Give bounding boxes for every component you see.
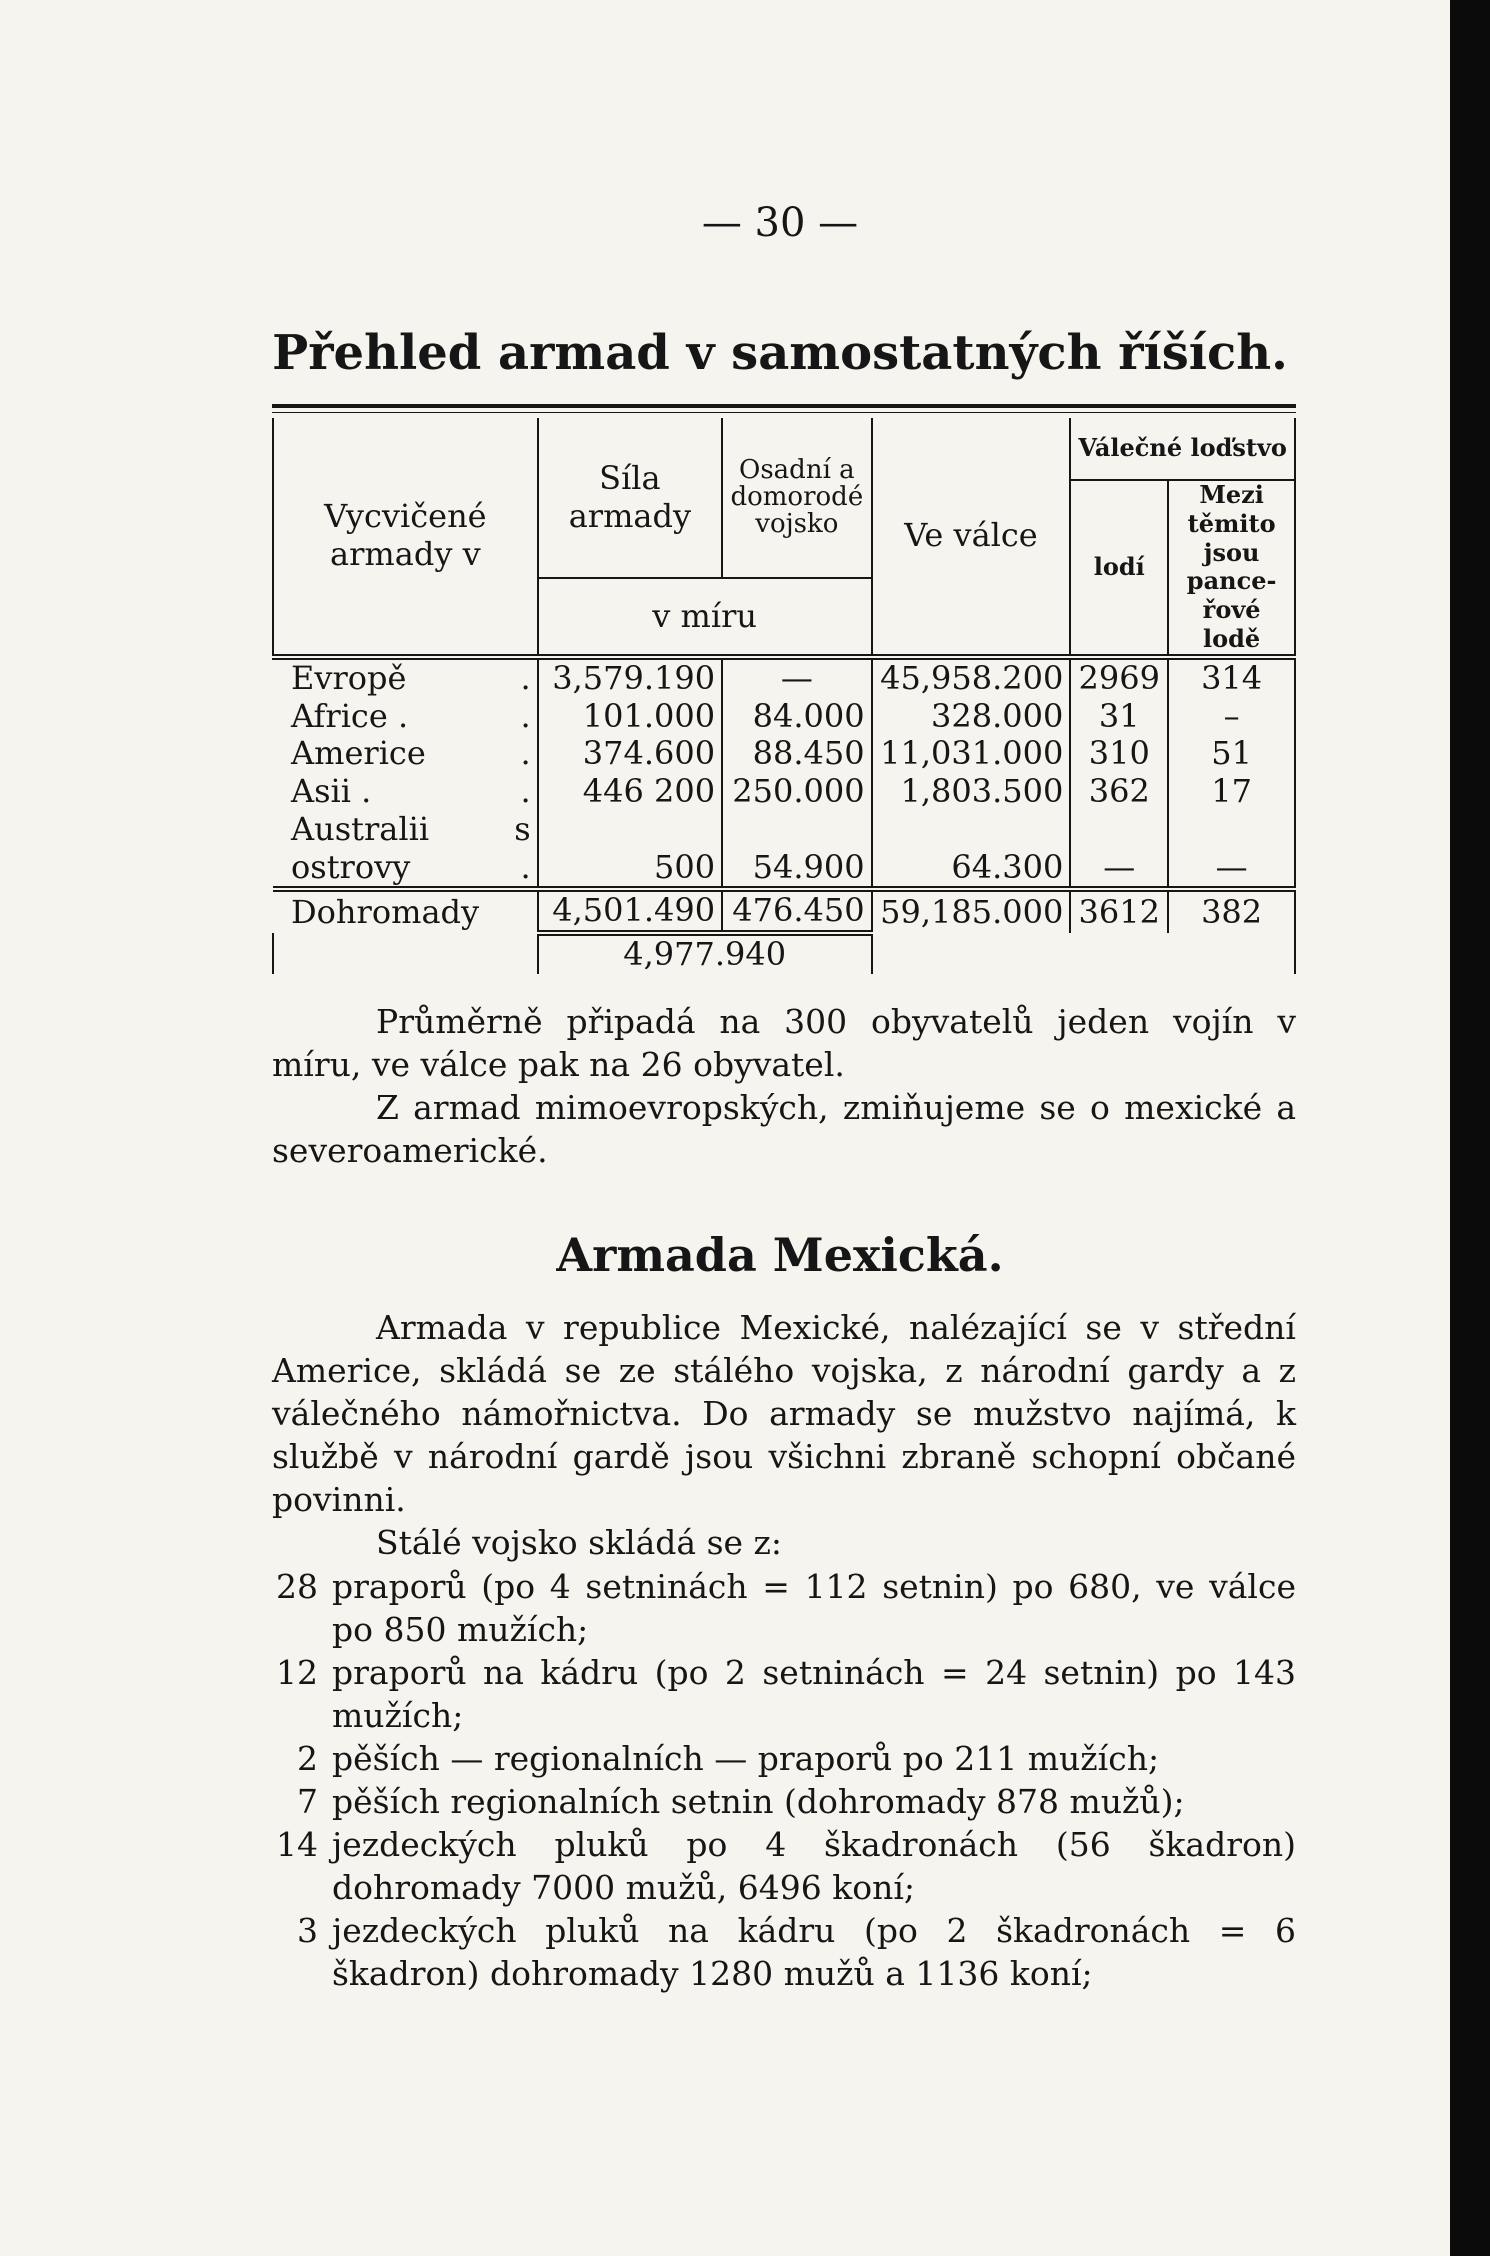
total-sila: 4,501.490	[538, 889, 722, 933]
cell-pancer: 51	[1168, 735, 1295, 773]
cell-osadni: 54.900	[722, 849, 872, 890]
cell-valce: 328.000	[872, 698, 1071, 736]
region-label: Evropě	[291, 658, 407, 697]
cell-sila: 101.000	[538, 698, 722, 736]
total-lodi: 3612	[1070, 889, 1168, 933]
title-rule-thin	[272, 412, 1296, 413]
total-row	[273, 889, 1295, 933]
table-row: Evropě . 3,579.190 — 45,958.200 2969 314	[273, 657, 1295, 698]
section-heading: Armada Mexická.	[556, 1228, 1004, 1282]
region-label: Africe .	[291, 696, 409, 735]
paragraph-averages: Průměrně připadá na 300 obyvatelů jeden vojín v míru, ve válce pak na 26 obyvatel.	[272, 1002, 1296, 1084]
region-label: ostrovy	[291, 847, 411, 886]
list-item: 7 pěších regionalních setnin (dohromady 878 mužů);	[297, 1782, 1185, 1821]
cell-pancer: 314	[1168, 657, 1295, 698]
table-row: Americe . 374.600 88.450 11,031.000 310 51	[273, 735, 1295, 773]
table-row: Australii s	[273, 811, 1295, 849]
cell-valce: 11,031.000	[872, 735, 1071, 773]
cell-valce: 1,803.500	[872, 773, 1071, 811]
paragraph-intro: Z armad mimoevropských, zmiňujeme se o mexické a severoamerické.	[272, 1088, 1296, 1170]
total-label: Dohromady	[291, 892, 480, 931]
unit-list	[272, 1565, 1296, 1995]
header-region: Vycvičené armady v	[273, 418, 538, 657]
grand-total: 4,977.940	[538, 933, 872, 974]
cell-sila: 446 200	[538, 773, 722, 811]
table-row: ostrovy . 500 54.900 64.300 — —	[273, 849, 1295, 890]
cell-osadni: —	[722, 657, 872, 698]
page-title: Přehled armad v samostatných říších.	[272, 325, 1288, 381]
army-table	[272, 418, 1296, 974]
total-osadni: 476.450	[722, 889, 872, 933]
cell-lodi: 310	[1070, 735, 1168, 773]
list-item: 14 jezdeckých pluků po 4 škadronách (56 škadron) dohromady 7000 mužů, 6496 koní;	[276, 1825, 1296, 1907]
section-text	[272, 1306, 1296, 1564]
paragraph-standing-army: Stálé vojsko skládá se z:	[376, 1523, 783, 1562]
table-row: Asii . . 446 200 250.000 1,803.500 362 17	[273, 773, 1295, 811]
cell-lodi: 2969	[1070, 657, 1168, 698]
region-label: Americe	[291, 734, 426, 773]
region-label: Australii	[291, 809, 430, 848]
title-rule	[272, 404, 1296, 408]
list-item: 28 praporů (po 4 setninách = 112 setnin) po 680, ve válce po 850 mužích;	[276, 1567, 1296, 1649]
cell-osadni: 84.000	[722, 698, 872, 736]
cell-valce: 45,958.200	[872, 657, 1071, 698]
total-pancer: 382	[1168, 889, 1295, 933]
header-sila: Síla armady	[538, 418, 722, 578]
cell-sila: 3,579.190	[538, 657, 722, 698]
paragraph-mexico: Armada v republice Mexické, nalézající se v střední Americe, skládá se ze stálého vojska, z národní gardy a z válečného námořnictva. Do armady se mužstvo najímá, k službě v národní gardě jsou všichni zbraně schopní občané povinni.	[272, 1308, 1296, 1519]
summary-text	[272, 1000, 1296, 1172]
list-item: 12 praporů na kádru (po 2 setninách = 24 setnin) po 143 mužích;	[276, 1653, 1296, 1735]
list-item: 3 jezdeckých pluků na kádru (po 2 škadronách = 6 škadron) dohromady 1280 mužů a 1136 koní;	[297, 1911, 1296, 1993]
cell-valce: 64.300	[872, 849, 1071, 890]
header-osadni: Osadní a domorodé vojsko	[722, 418, 872, 578]
header-v-miru: v míru	[538, 578, 872, 656]
cell-osadni: 250.000	[722, 773, 872, 811]
cell-lodi: —	[1070, 849, 1168, 890]
cell-sila: 374.600	[538, 735, 722, 773]
total-valce: 59,185.000	[872, 889, 1071, 933]
list-item: 2 pěších — regionalních — praporů po 211 mužích;	[297, 1739, 1160, 1778]
cell-pancer: –	[1168, 698, 1295, 736]
region-label: Asii .	[291, 772, 372, 811]
header-pancerove: Mezi těmito jsou pance-řové lodě	[1168, 480, 1295, 657]
cell-osadni: 88.450	[722, 735, 872, 773]
table-row: Africe . . 101.000 84.000 328.000 31 –	[273, 698, 1295, 736]
cell-pancer: 17	[1168, 773, 1295, 811]
page-number: — 30 —	[701, 200, 859, 246]
cell-lodi: 362	[1070, 773, 1168, 811]
header-lodi: lodí	[1070, 480, 1168, 657]
header-lodstvo: Válečné loďstvo	[1070, 418, 1295, 480]
cell-lodi: 31	[1070, 698, 1168, 736]
cell-sila: 500	[538, 849, 722, 890]
cell-pancer: —	[1168, 849, 1295, 890]
header-valce: Ve válce	[872, 418, 1071, 657]
grand-total-row	[273, 933, 1295, 974]
